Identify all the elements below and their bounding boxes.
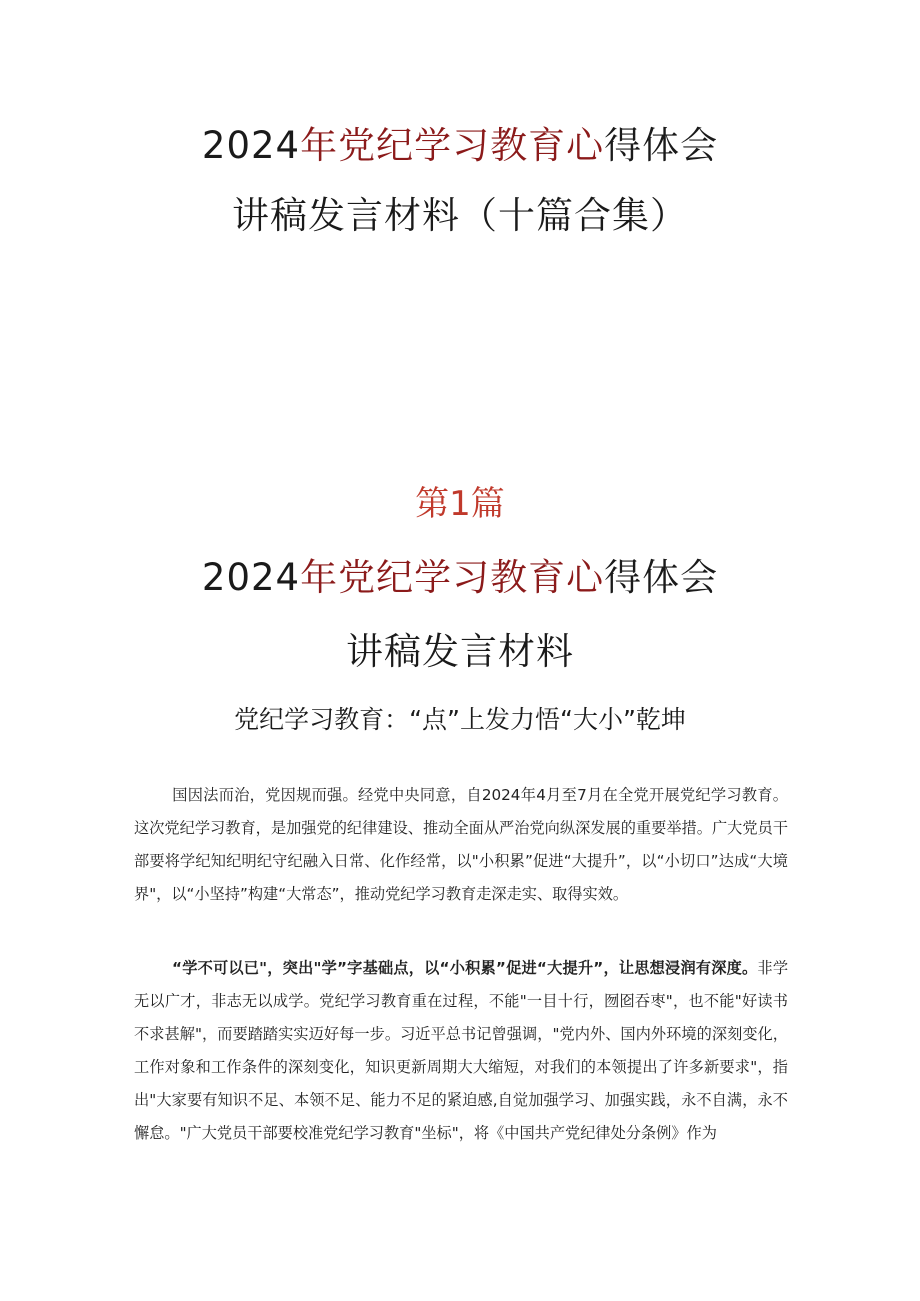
cover-title-line2: 讲稿发言材料（十篇合集）	[232, 194, 688, 237]
paragraph-2	[134, 952, 788, 1150]
paragraph-2-body: 非学无以广才，非志无以成学。党纪学习教育重在过程，不能"一目十行，囫囵吞枣"，也不能"好读书不求甚解"，而要踏踏实实迈好每一步。习近平总书记曾强调，"党内外、国内外环境的深刻变化，工作对象和工作条件的深刻变化，知识更新周期大大缩短，对我们的本领提出了许多新要求"，指出"大家要有知识不足、本领不足、能力不足的紧迫感,自觉加强学习、加强实践，永不自满，永不懈怠。"广大党员干部要校准党纪学习教育"坐标"，将《中国共产党纪律处分条例》作为	[134, 959, 789, 1142]
cover-title-red-segment: 年党纪学习教育心	[300, 124, 605, 167]
article-title-year: 2024	[201, 556, 301, 599]
article-title-end-segment: 得体会	[604, 556, 719, 599]
cover-title-year: 2024	[201, 124, 301, 167]
chapter-label: 第1篇	[415, 484, 505, 524]
cover-title-line1	[0, 124, 920, 168]
paragraph-1-text: 国因法而治，党因规而强。经党中央同意，自2024年4月至7月在全党开展党纪学习教育。这次党纪学习教育，是加强党的纪律建设、推动全面从严治党向纵深发展的重要举措。广大党员干部要将学纪知纪明纪守纪融入日常、化作经常，以"小积累”促进“大提升”，以“小切口”达成“大境界"，以“小坚持”构建“大常态”，推动党纪学习教育走深走实、取得实效。	[134, 786, 788, 903]
article-title-line1	[0, 556, 920, 600]
article-title-line2: 讲稿发言材料	[346, 630, 574, 673]
cover-title-end-segment: 得体会	[604, 124, 719, 167]
article-title-red-segment: 年党纪学习教育心	[300, 556, 605, 599]
paragraph-2-lead: “学不可以已"，突出"学”字基础点，以“小积累”促进“大提升”，让思想浸润有深度。	[172, 959, 758, 977]
article-subtitle: 党纪学习教育：“点”上发力悟“大小”乾坤	[234, 705, 686, 734]
paragraph-1	[134, 779, 788, 911]
